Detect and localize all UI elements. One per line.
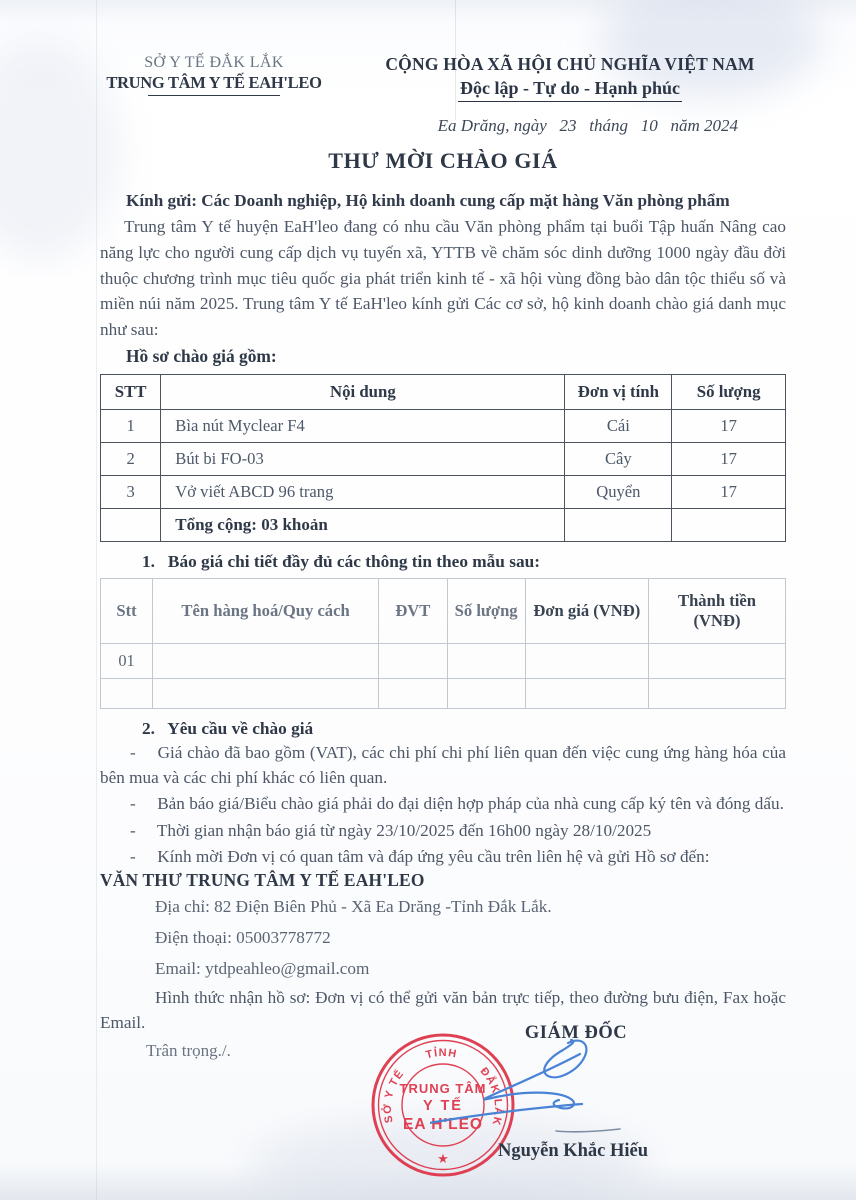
- issuing-agency-block: [100, 54, 328, 96]
- signer-title: GIÁM ĐỐC: [524, 1023, 628, 1043]
- table1-caption: Hồ sơ chào giá gồm:: [126, 345, 277, 366]
- cell-item-name: Bút bi FO-03: [161, 442, 565, 475]
- cell-empty: [525, 643, 648, 678]
- requirement-item: - Bản báo giá/Biểu chào giá phải do đại diện hợp pháp của nhà cung cấp ký tên và đóng dấu.: [130, 794, 784, 814]
- cell-item-name: Vở viết ABCD 96 trang: [161, 475, 565, 508]
- closing-line: Trân trọng./.: [146, 1041, 231, 1061]
- stamp-center-line2: Y TẾ: [423, 1098, 463, 1114]
- document-title: THƯ MỜI CHÀO GIÁ: [328, 148, 558, 173]
- col-header-tenhang: Tên hàng hoá/Quy cách: [153, 578, 379, 643]
- cell-stt: 2: [101, 442, 161, 475]
- section1-heading: 1. Báo giá chi tiết đầy đủ các thông tin theo mẫu sau:: [142, 551, 540, 571]
- col-header-donvitinh: Đơn vị tính: [565, 374, 672, 409]
- col-header-stt: Stt: [101, 578, 153, 643]
- cell-qty: 17: [672, 475, 786, 508]
- stamp-star-icon: ★: [437, 1151, 449, 1166]
- cell-empty: [648, 678, 785, 708]
- cell-empty: [379, 643, 448, 678]
- document-content: [100, 54, 786, 1061]
- table-header-row: [101, 578, 786, 643]
- agency-name: TRUNG TÂM Y TẾ EAH'LEO: [106, 73, 322, 92]
- cell-unit: Cây: [565, 442, 672, 475]
- col-header-noidung: Nội dung: [161, 374, 565, 409]
- cell-stt: 3: [101, 475, 161, 508]
- table-row: [101, 643, 786, 678]
- requirement-item: - Thời gian nhận báo giá từ ngày 23/10/2025 đến 16h00 ngày 28/10/2025: [130, 820, 652, 840]
- cell-unit: Quyển: [565, 475, 672, 508]
- cell-empty: [153, 678, 379, 708]
- cell-qty: 17: [672, 442, 786, 475]
- contact-phone: Điện thoại: 05003778772: [155, 928, 331, 947]
- stamp-center-line3: EA H'LEO: [402, 1116, 484, 1133]
- cell-empty: [153, 643, 379, 678]
- col-header-soluong: Số lượng: [672, 374, 786, 409]
- section2-heading: 2. Yêu cầu về chào giá: [142, 718, 314, 738]
- cell-empty: [648, 643, 785, 678]
- intro-paragraph: Trung tâm Y tế huyện EaH'leo đang có nhu cầu Văn phòng phẩm tại buổi Tập huấn Nâng cao năng lực cho người cung cấp dịch vụ tuyến xã, YTTB về chăm sóc dinh dưỡng 1000 ngày đầu đời thuộc chương trình mục tiêu quốc gia phát triển kinh tế - xã hội vùng đồng bào dân tộc thiểu số và miền núi năm 2025. Trung tâm Y tế EaH'leo kính gửi Các cơ sở, hộ kinh doanh chào giá danh mục như sau:: [100, 217, 786, 340]
- stamp-center-line1: TRUNG TÂM: [399, 1081, 487, 1096]
- contact-address: Địa chỉ: 82 Điện Biên Phủ - Xã Ea Drăng -Tỉnh Đắk Lắk.: [155, 897, 552, 916]
- col-header-dvt: ĐVT: [379, 578, 448, 643]
- parent-agency: SỞ Y TẾ ĐẮK LẮK: [144, 54, 284, 71]
- table-row: [101, 442, 786, 475]
- quotation-items-table: [100, 374, 786, 542]
- national-motto-block: [328, 54, 786, 102]
- col-header-soluong: Số lượng: [447, 578, 525, 643]
- cell-empty: [565, 508, 672, 541]
- signer-name: Nguyễn Khắc Hiếu: [497, 1141, 649, 1161]
- signature-graphic: [430, 1035, 770, 1145]
- cell-item-name: Bìa nút Myclear F4: [161, 409, 565, 442]
- agency-underline: [148, 95, 280, 96]
- table-row: [101, 409, 786, 442]
- price-template-table: [100, 578, 786, 709]
- cell-empty: [525, 678, 648, 708]
- cell-stt: [101, 678, 153, 708]
- table-total-row: [101, 508, 786, 541]
- table-row: [101, 475, 786, 508]
- cell-total-label: Tổng cộng: 03 khoản: [161, 508, 565, 541]
- stamp-ring-text: SỞ Y TẾ TỈNH ĐẮK LẮK: [381, 1047, 505, 1128]
- cell-stt: 1: [101, 409, 161, 442]
- cell-stt: 01: [101, 643, 153, 678]
- submission-method: Hình thức nhận hồ sơ: Đơn vị có thể gửi văn bản trực tiếp, theo đường bưu điện, Fax hoặc Email.: [100, 988, 786, 1033]
- cell-empty: [101, 508, 161, 541]
- table-row: [101, 678, 786, 708]
- contact-email: Email: ytdpeahleo@gmail.com: [155, 959, 370, 978]
- table-header-row: [101, 374, 786, 409]
- director-signature: [430, 1035, 770, 1145]
- cell-empty: [672, 508, 786, 541]
- cell-unit: Cái: [565, 409, 672, 442]
- requirement-item: - Giá chào đã bao gồm (VAT), các chi phí chi phí liên quan đến việc cung ứng hàng hóa của bên mua và các chi phí khác có liên quan.: [100, 742, 786, 788]
- col-header-stt: STT: [101, 374, 161, 409]
- place-date-line: Ea Drăng, ngày 23 tháng 10 năm 2024: [437, 116, 738, 135]
- scan-crease: [96, 0, 97, 1200]
- letterhead: [100, 54, 786, 102]
- country-title: CỘNG HÒA XÃ HỘI CHỦ NGHĨA VIỆT NAM: [385, 54, 755, 74]
- col-header-thanhtien: Thành tiền (VNĐ): [648, 578, 785, 643]
- greeting-line: Kính gửi: Các Doanh nghiệp, Hộ kinh doanh cung cấp mặt hàng Văn phòng phẩm: [126, 191, 730, 210]
- cell-empty: [379, 678, 448, 708]
- cell-empty: [447, 678, 525, 708]
- cell-empty: [447, 643, 525, 678]
- recipient-unit: VĂN THƯ TRUNG TÂM Y TẾ EAH'LEO: [100, 870, 425, 890]
- cell-qty: 17: [672, 409, 786, 442]
- col-header-dongia: Đơn giá (VNĐ): [525, 578, 648, 643]
- motto: Độc lập - Tự do - Hạnh phúc: [458, 78, 682, 102]
- requirement-item: - Kính mời Đơn vị có quan tâm và đáp ứng yêu cầu trên liên hệ và gửi Hồ sơ đến:: [130, 846, 710, 866]
